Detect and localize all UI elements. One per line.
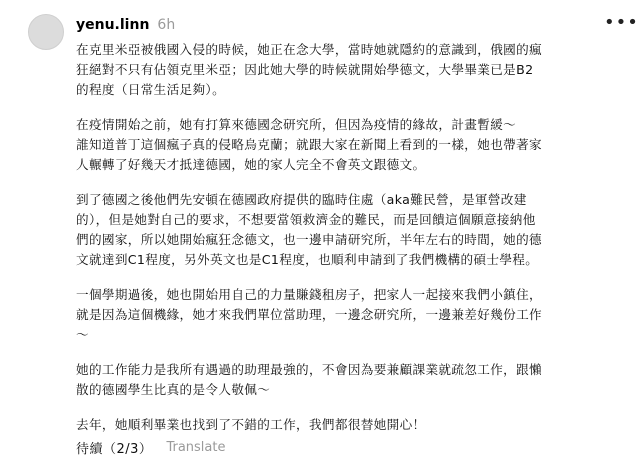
post-body bbox=[76, 40, 620, 450]
post-paragraph-2: 在疫情開始之前，她有打算來德國念研究所，但因為疫情的緣故，計畫暫緩～ 誰知道普丁這個瘋子真的侵略烏克蘭；就跟大家在新聞上看到的一樣，她也帶著家 人輾轉了好幾天才抵達德國，她的家人完全不會英文跟德文。 bbox=[76, 117, 542, 172]
username[interactable]: yenu.linn bbox=[76, 17, 150, 33]
translate-link[interactable]: Translate bbox=[166, 440, 226, 455]
avatar[interactable] bbox=[28, 14, 64, 50]
post-paragraph-4: 一個學期過後，她也開始用自己的力量賺錢租房子，把家人一起接來我們小鎮住， 就是因為這個機緣，她才來我們單位當助理，一邊念研究所，一邊兼差好幾份工作 ～ bbox=[76, 287, 542, 342]
post-footer bbox=[76, 438, 225, 457]
post-header bbox=[76, 14, 175, 36]
post-paragraph-5: 她的工作能力是我所有遇過的助理最強的，不會因為要兼顧課業就疏忽工作，跟懶 散的德國學生比真的是令人敬佩～ bbox=[76, 362, 542, 397]
continuation-text: 待續（2/3） bbox=[76, 442, 153, 457]
more-horizontal-icon[interactable]: ••• bbox=[604, 12, 639, 33]
post-paragraph-6: 去年，她順利畢業也找到了不錯的工作，我們都很替她開心！ bbox=[76, 417, 426, 432]
post-time: 6h bbox=[157, 17, 176, 33]
post-paragraph-1: 在克里米亞被俄國入侵的時候，她正在念大學，當時她就隱約的意識到，俄國的瘋 狂絕對不只有佔領克里米亞；因此她大學的時候就開始學德文，大學畢業已是B2 的程度（日常生活足夠）。 bbox=[76, 42, 542, 97]
post-paragraph-3: 到了德國之後他們先安頓在德國政府提供的臨時住處（aka難民營，是軍營改建 的），但是她對自己的要求，不想要當領救濟金的難民，而是回饋這個願意接納他 們的國家，所以她開始瘋狂念德文，也一邊申請研究所，半年左右的時間，她的德 文就達到C1程度，另外英文也是C1程度，也順利申請到了我們機構的碩士學程。 bbox=[76, 192, 542, 267]
